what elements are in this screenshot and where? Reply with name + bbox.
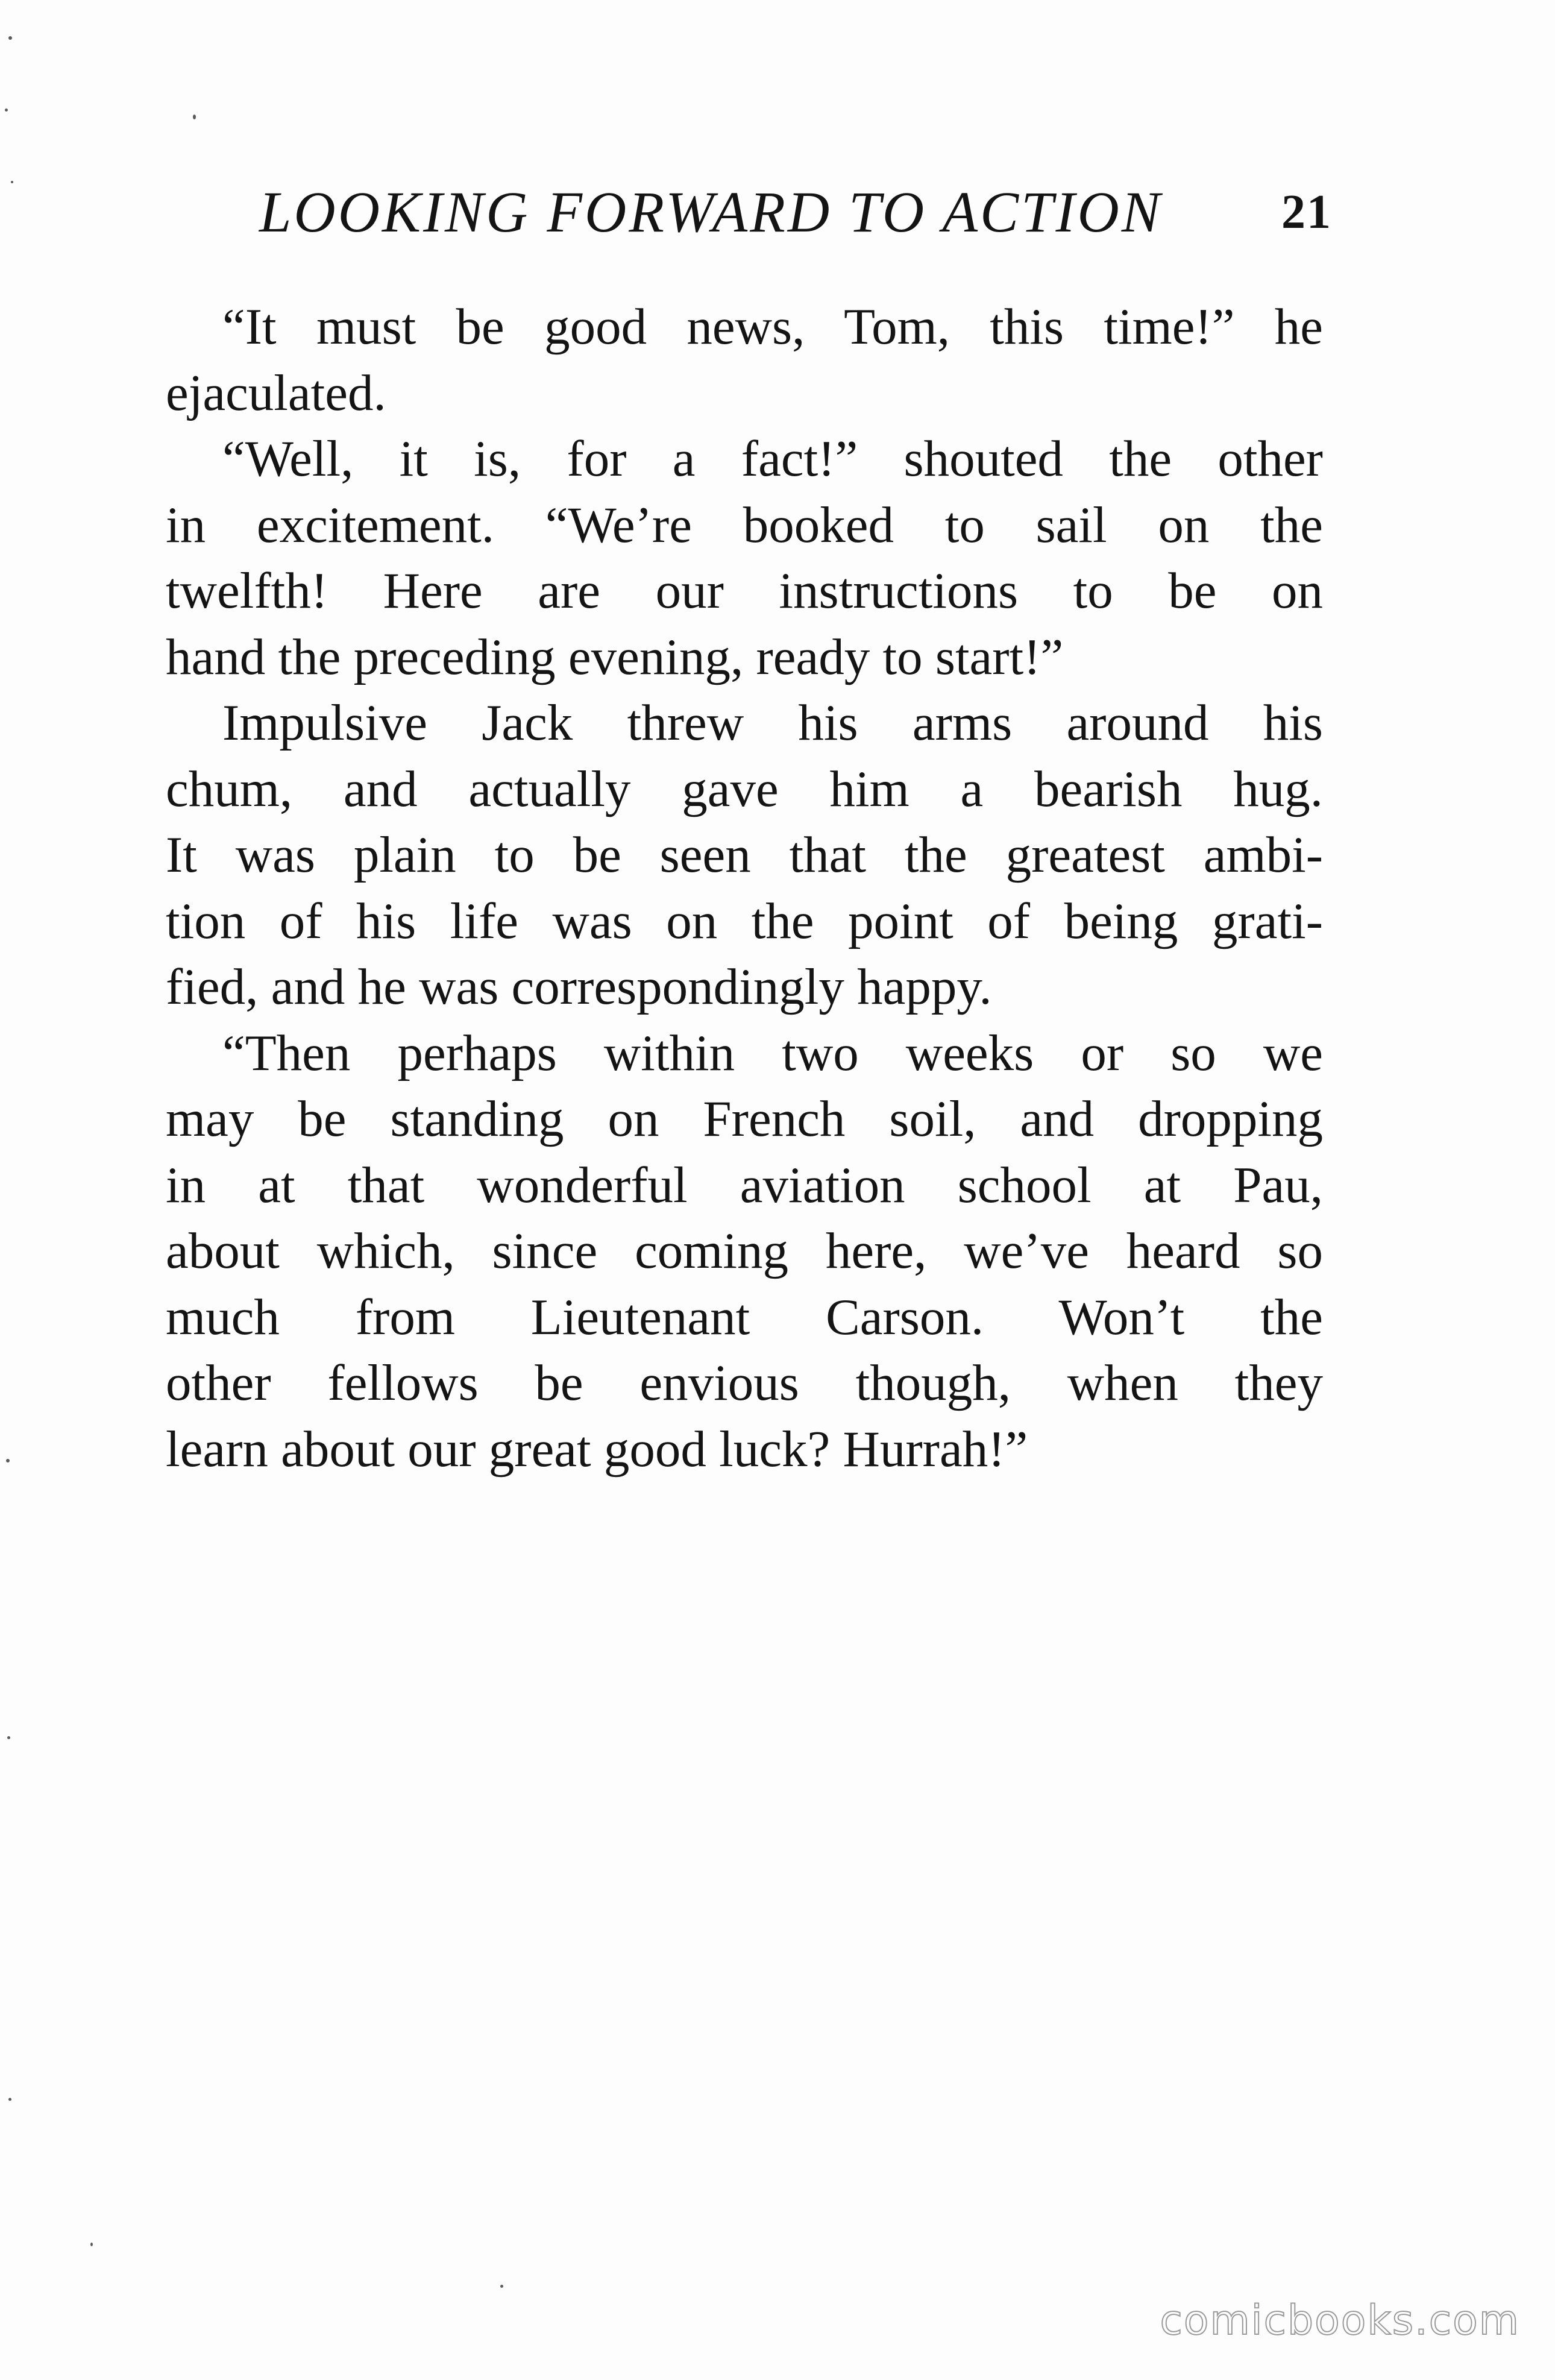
scan-speck (193, 115, 196, 119)
paragraph (166, 426, 1323, 690)
text-line: tion of his life was on the point of being grati- (166, 892, 1323, 949)
text-line: Impulsive Jack threw his arms around his (222, 694, 1323, 751)
text-line: “Well, it is, for a fact!” shouted the other (222, 430, 1323, 487)
scan-speck (8, 36, 12, 40)
body-text (166, 294, 1323, 1482)
text-line: much from Lieutenant Carson. Won’t the (166, 1288, 1323, 1346)
text-line: in at that wonderful aviation school at Pau, (166, 1156, 1323, 1214)
paragraph (166, 294, 1323, 426)
text-line: twelfth! Here are our instructions to be on (166, 562, 1323, 619)
text-line: It was plain to be seen that the greatest ambi- (166, 826, 1323, 883)
text-line: other fellows be envious though, when they (166, 1355, 1323, 1411)
scan-speck (11, 181, 13, 183)
text-line: ejaculated. (166, 364, 386, 421)
text-line: fied, and he was correspondingly happy. (166, 959, 992, 1015)
text-line: about which, since coming here, we’ve heard so (166, 1223, 1323, 1279)
scan-speck (90, 2243, 93, 2246)
page-number: 21 (1281, 186, 1332, 239)
scan-speck (500, 2285, 503, 2288)
scan-speck (8, 2098, 11, 2101)
text-line: learn about our great good luck? Hurrah!” (166, 1420, 1028, 1478)
scan-speck (6, 1459, 10, 1462)
running-head: LOOKING FORWARD TO ACTION (259, 180, 1163, 244)
text-line: “It must be good news, Tom, this time!” he (222, 298, 1323, 355)
paragraph (166, 1021, 1323, 1483)
text-line: hand the preceding evening, ready to start!” (166, 628, 1064, 685)
scan-speck (7, 1736, 10, 1739)
text-line: in excitement. “We’re booked to sail on the (166, 496, 1323, 553)
paragraph (166, 690, 1323, 1021)
text-line: “Then perhaps within two weeks or so we (222, 1024, 1323, 1081)
scan-speck (5, 109, 8, 112)
watermark-logo: comicbooks.com (1160, 2297, 1520, 2344)
text-line: may be standing on French soil, and dropping (166, 1091, 1323, 1147)
page-header (259, 176, 1332, 248)
text-line: chum, and actually gave him a bearish hug. (166, 760, 1323, 817)
